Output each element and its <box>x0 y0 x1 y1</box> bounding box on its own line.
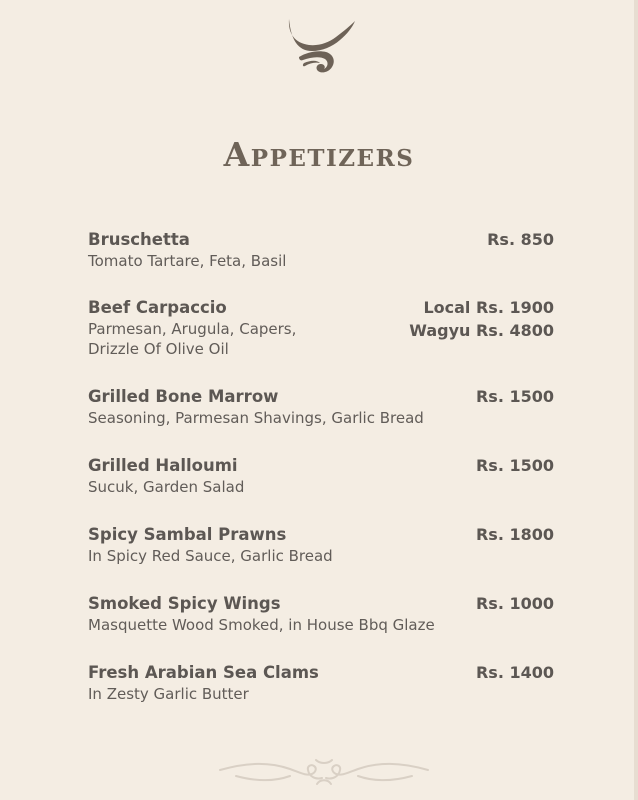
item-description-line2: Drizzle Of Olive Oil <box>88 340 229 358</box>
item-price: Rs. 1500 <box>475 387 554 406</box>
item-price: Rs. 1800 <box>475 525 554 544</box>
item-name: Grilled Halloumi <box>88 456 238 475</box>
item-description: Seasoning, Parmesan Shavings, Garlic Bread <box>88 409 424 427</box>
item-price: Rs. 1500 <box>475 456 554 475</box>
item-description: Parmesan, Arugula, Capers, <box>88 320 297 338</box>
page-edge <box>634 0 638 800</box>
section-title: Appetizers <box>223 135 415 174</box>
item-description: In Spicy Red Sauce, Garlic Bread <box>88 547 333 565</box>
item-name: Fresh Arabian Sea Clams <box>88 663 319 682</box>
item-name: Spicy Sambal Prawns <box>88 525 287 544</box>
menu-item-grilled-bone-marrow <box>88 386 554 428</box>
item-price: Rs. 1000 <box>475 594 554 613</box>
bull-horns-logo-icon <box>285 16 357 80</box>
item-name: Beef Carpaccio <box>88 298 227 317</box>
item-description: Sucuk, Garden Salad <box>88 478 245 496</box>
menu-item-beef-carpaccio <box>88 297 554 359</box>
item-price-wagyu: Wagyu Rs. 4800 <box>409 321 554 340</box>
flourish-divider-icon <box>218 754 430 790</box>
menu-item-fresh-arabian-sea-clams <box>88 662 554 704</box>
item-description: Masquette Wood Smoked, in House Bbq Glaze <box>88 616 435 634</box>
menu-item-smoked-spicy-wings <box>88 593 554 635</box>
menu-item-grilled-halloumi <box>88 455 554 497</box>
item-description: In Zesty Garlic Butter <box>88 685 249 703</box>
item-name: Bruschetta <box>88 230 190 249</box>
menu-item-spicy-sambal-prawns <box>88 524 554 566</box>
item-price-local: Local Rs. 1900 <box>423 298 554 317</box>
item-price: Rs. 850 <box>487 230 554 249</box>
menu-item-bruschetta <box>88 229 554 271</box>
item-name: Grilled Bone Marrow <box>88 387 279 406</box>
item-description: Tomato Tartare, Feta, Basil <box>88 252 287 270</box>
item-price: Rs. 1400 <box>475 663 554 682</box>
item-name: Smoked Spicy Wings <box>88 594 281 613</box>
